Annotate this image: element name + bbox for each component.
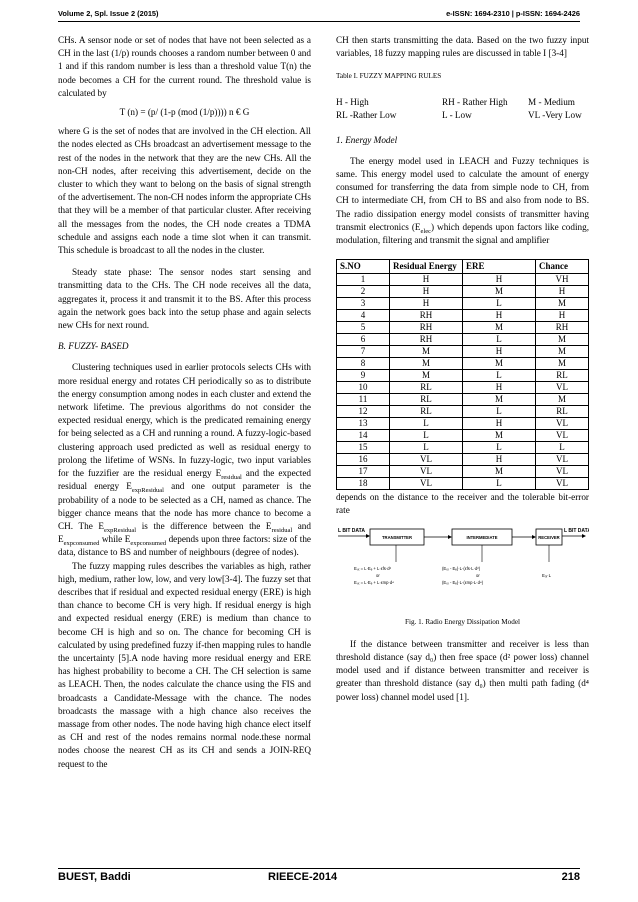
transmitter-label: TRANSMITTER: [381, 534, 413, 540]
receiver-label: RECEIVER: [538, 534, 560, 540]
threshold-equation: T (n) = (p/ (1-p (mod (1/p)))) n € G: [119, 107, 250, 118]
paragraph-fuzzy-clustering: Clustering techniques used in earlier protocols selects CHs with more residual energy and rotates CH periodically so as to distribute the energy consumption among nodes in each cluster and extend the network lifetime. The previous algorithms do not consider the expected residual energy, which is the predicated remaining energy for being selected as a CH and running a round. A fuzzy-logic-based clustering approach used predicted as well as residual energy to prolong the lifetime of WSNs. In fuzzy-logic, two input variables for the fuzzifier are the residual energy $E_{residual}$ and the expected residual energy $E_{expResidual}$ and one output parameter is the probability of a node to be selected as a CH, named as chance. The bigger chance means that the node has more chance to become a CH. The $E_{expResidual}$ is the difference between the $E_{residual}$ and $E_{expconsumed}$ while $E_{expconsumed}$ depends upon three factors: size of the data, distance to BS and number of neighbours (degree of nodes).: [58, 362, 311, 558]
cell-ere: M: [463, 286, 536, 298]
fuzzy-mapping-table: [336, 259, 589, 490]
cell-sno: 3: [337, 298, 390, 310]
cell-chance: VL: [536, 430, 589, 442]
cell-residual: VL: [390, 478, 463, 490]
cell-chance: H: [536, 286, 589, 298]
cell-ere: M: [463, 322, 536, 334]
cell-sno: 14: [337, 430, 390, 442]
cell-residual: L: [390, 430, 463, 442]
link-2-head: [532, 535, 536, 539]
cell-chance: VH: [536, 274, 589, 286]
intermediate-label: INTERMEDIATE: [466, 534, 498, 540]
cell-sno: 18: [337, 478, 390, 490]
cell-residual: RL: [390, 382, 463, 394]
cell-residual: RL: [390, 406, 463, 418]
paragraph-distance-model: If the distance between transmitter and receiver is less than threshold distance (say d₀) then free space (d² power loss) channel model used and if distance between transmitter and receiver is greater than threshold distance (say d₀) then multi path fading (d⁴ power loss) channel model used [1].: [336, 638, 589, 702]
table-row: [337, 454, 589, 466]
cell-chance: VL: [536, 418, 589, 430]
cell-sno: 2: [337, 286, 390, 298]
cell-sno: 15: [337, 442, 390, 454]
cell-residual: M: [390, 358, 463, 370]
legend-item: RH - Rather High: [442, 96, 508, 107]
paragraph-leach-threshold: CHs. A sensor node or set of nodes that have not been selected as a CH in the last (1/p) rounds chooses a random number between 0 and 1 and if this random number is less than a threshold value T(n) the node becomes a CH for the current round. The threshold value is calculated by: [58, 35, 311, 98]
input-label: L BIT DATA: [338, 527, 365, 534]
cell-ere: L: [463, 334, 536, 346]
table-header-row: [337, 260, 589, 274]
cell-chance: M: [536, 394, 589, 406]
footer-institution: BUEST, Baddi: [58, 871, 131, 883]
page-header: [58, 9, 580, 22]
cell-chance: RL: [536, 406, 589, 418]
cell-ere: L: [463, 298, 536, 310]
cell-chance: M: [536, 298, 589, 310]
formula-int-or: or: [476, 572, 480, 578]
radio-energy-figure: [336, 524, 589, 612]
footer-conference: RIEECE-2014: [268, 871, 338, 883]
cell-ere: M: [463, 358, 536, 370]
cell-ere: H: [463, 274, 536, 286]
cell-sno: 12: [337, 406, 390, 418]
table-row: [337, 478, 589, 490]
formula-int-fs: (Eₜₓ - Eₑ)·L·(εfs·L·d²): [442, 565, 481, 571]
cell-sno: 1: [337, 274, 390, 286]
cell-residual: L: [390, 442, 463, 454]
formula-rx: Eᵣₓ·L: [542, 572, 551, 578]
formula-tx-fs: Eₜₓ = L·Eₑ + L·εfs·d²: [354, 565, 391, 571]
radio-energy-diagram: [336, 524, 589, 612]
input-arrowhead: [366, 534, 370, 538]
table-row: [337, 322, 589, 334]
cell-ere: H: [463, 454, 536, 466]
paragraph-ch-transmit: CH then starts transmitting the data. Based on the two fuzzy input variables, 18 fuzzy mapping rules are discussed in table I [3-4]: [336, 35, 589, 59]
table-row: [337, 394, 589, 406]
table-row: [337, 370, 589, 382]
paragraph-energy-model: The energy model used in LEACH and Fuzzy techniques is same. This energy model used to calculate the amount of energy consumed for transferring the data from simple node to CH, from CH to intermediate CH, from CH to BS and also from node to BS. The radio dissipation energy model consists of transmitter having transmit electronics $(E_{elec})$ which depends upon factors like coding, modulation, filtering and transmit the signal and amplifier: [336, 155, 589, 246]
formula-int-mp: (Eₜₓ - Eₑ)·L·(εmp·L·d⁴): [442, 579, 484, 585]
table-row: [337, 346, 589, 358]
output-arrowhead: [582, 534, 586, 538]
link-1-head: [448, 535, 452, 539]
cell-ere: L: [463, 406, 536, 418]
paragraph-steady-state: Steady state phase: The sensor nodes start sensing and transmitting data to the CHs. The CH node receives all the data, aggregates it, process it and transmit it to the BS. After this process again the network goes back into the setup phase and again selects new CHs for next round.: [58, 267, 311, 331]
page-number: 218: [561, 871, 580, 883]
section-fuzzy-heading: B. FUZZY- BASED: [58, 341, 129, 352]
cell-sno: 7: [337, 346, 390, 358]
cell-ere: H: [463, 382, 536, 394]
cell-residual: H: [390, 274, 463, 286]
cell-residual: L: [390, 418, 463, 430]
cell-chance: M: [536, 346, 589, 358]
issn: e-ISSN: 1694-2310 | p-ISSN: 1694-2426: [446, 9, 580, 18]
table-row: [337, 286, 589, 298]
table-row: [337, 274, 589, 286]
cell-ere: H: [463, 418, 536, 430]
cell-sno: 9: [337, 370, 390, 382]
rules-legend: [336, 96, 589, 122]
cell-residual: H: [390, 298, 463, 310]
cell-chance: H: [536, 310, 589, 322]
legend-item: M - Medium: [528, 96, 575, 107]
table-row: [337, 334, 589, 346]
cell-chance: RL: [536, 370, 589, 382]
journal-volume: Volume 2, Spl. Issue 2 (2015): [58, 9, 159, 18]
cell-chance: VL: [536, 478, 589, 490]
cell-residual: M: [390, 346, 463, 358]
cell-sno: 16: [337, 454, 390, 466]
cell-sno: 10: [337, 382, 390, 394]
table-row: [337, 358, 589, 370]
cell-sno: 11: [337, 394, 390, 406]
paragraph-ch-election: where G is the set of nodes that are involved in the CH election. All the nodes elected as CHs broadcast an advertisement message to the rest of the nodes in the network that they are the new CHs. All the non-CH nodes, after receiving this advertisement, decide on the cluster to which they want to belong on the basis of signal strength of the advertisement. The non-CH nodes inform the appropriate CHs that they will be a member of that particular cluster. After receiving all the messages from the nodes, the CH node creates a TDMA schedule and assigns each node a time slot when it can transmit. This schedule is broadcast to all the nodes in the cluster.: [58, 126, 311, 256]
legend-item: H - High: [336, 96, 369, 107]
cell-ere: M: [463, 466, 536, 478]
col-header-chance: Chance: [536, 260, 589, 274]
cell-ere: H: [463, 346, 536, 358]
paragraph-bit-error: depends on the distance to the receiver and the tolerable bit-error rate: [336, 492, 589, 516]
cell-sno: 8: [337, 358, 390, 370]
table-row: [337, 382, 589, 394]
cell-chance: M: [536, 334, 589, 346]
figure-caption: Fig. 1. Radio Energy Dissipation Model: [404, 617, 521, 626]
cell-sno: 4: [337, 310, 390, 322]
section-energy-model-heading: 1. Energy Model: [336, 134, 398, 145]
cell-residual: RH: [390, 310, 463, 322]
cell-ere: M: [463, 394, 536, 406]
legend-item: L - Low: [442, 109, 472, 120]
cell-sno: 5: [337, 322, 390, 334]
cell-residual: RH: [390, 334, 463, 346]
cell-chance: VL: [536, 454, 589, 466]
cell-chance: VL: [536, 382, 589, 394]
table-row: [337, 298, 589, 310]
table-row: [337, 418, 589, 430]
cell-residual: RH: [390, 322, 463, 334]
cell-ere: L: [463, 442, 536, 454]
formula-tx-mp: Eₜₓ = L·Eₑ + L·εmp·d⁴: [354, 579, 394, 585]
table-row: [337, 430, 589, 442]
col-header-sno: S.NO: [337, 260, 390, 274]
output-label: L BIT DATA: [564, 527, 589, 534]
cell-residual: VL: [390, 454, 463, 466]
left-column: [58, 34, 311, 771]
table-row: [337, 466, 589, 478]
cell-ere: L: [463, 478, 536, 490]
col-header-ere: ERE: [463, 260, 536, 274]
cell-chance: M: [536, 358, 589, 370]
col-header-residual: Residual Energy: [390, 260, 463, 274]
legend-item: VL -Very Low: [528, 109, 582, 120]
cell-chance: VL: [536, 466, 589, 478]
table-caption: Table I. FUZZY MAPPING RULES: [336, 72, 442, 81]
cell-sno: 17: [337, 466, 390, 478]
cell-residual: H: [390, 286, 463, 298]
cell-chance: RH: [536, 322, 589, 334]
cell-ere: H: [463, 310, 536, 322]
legend-item: RL -Rather Low: [336, 109, 397, 120]
paragraph-fuzzy-rules: The fuzzy mapping rules describes the variables as high, rather high, medium, rather low, low, and very low[3-4]. The fuzzy set that describes that if residual and expected residual energy (ERE) is high than chance to become CH is very high. If residual energy is high and expected residual energy (ERE) is medium than chance to become CH is high and so on. The chance for becoming CH is calculated by using predefined fuzzy if-then mapping rules to handle the uncertainty [5].A node having more residual energy and ERE has highest probability to become a CH. The CH selection is same as LEACH. Then, the nodes calculate the chance using the FIS and broadcasts a Candidate-Message with the chance. The nodes broadcasts the massage with a high chance also receives the massage from other nodes. The node having high chance elect itself as CH and rest of the nodes remains normal node.these normal nodes choose the nearest CH as its CH and sends a JOIN-REQ request to the: [58, 560, 311, 769]
page-footer: [58, 868, 580, 883]
cell-ere: M: [463, 430, 536, 442]
cell-chance: L: [536, 442, 589, 454]
cell-residual: M: [390, 370, 463, 382]
formula-tx-or: or: [376, 572, 380, 578]
cell-residual: RL: [390, 394, 463, 406]
cell-sno: 13: [337, 418, 390, 430]
cell-residual: VL: [390, 466, 463, 478]
cell-ere: L: [463, 370, 536, 382]
table-row: [337, 442, 589, 454]
table-row: [337, 406, 589, 418]
cell-sno: 6: [337, 334, 390, 346]
table-row: [337, 310, 589, 322]
right-column: [336, 34, 589, 704]
